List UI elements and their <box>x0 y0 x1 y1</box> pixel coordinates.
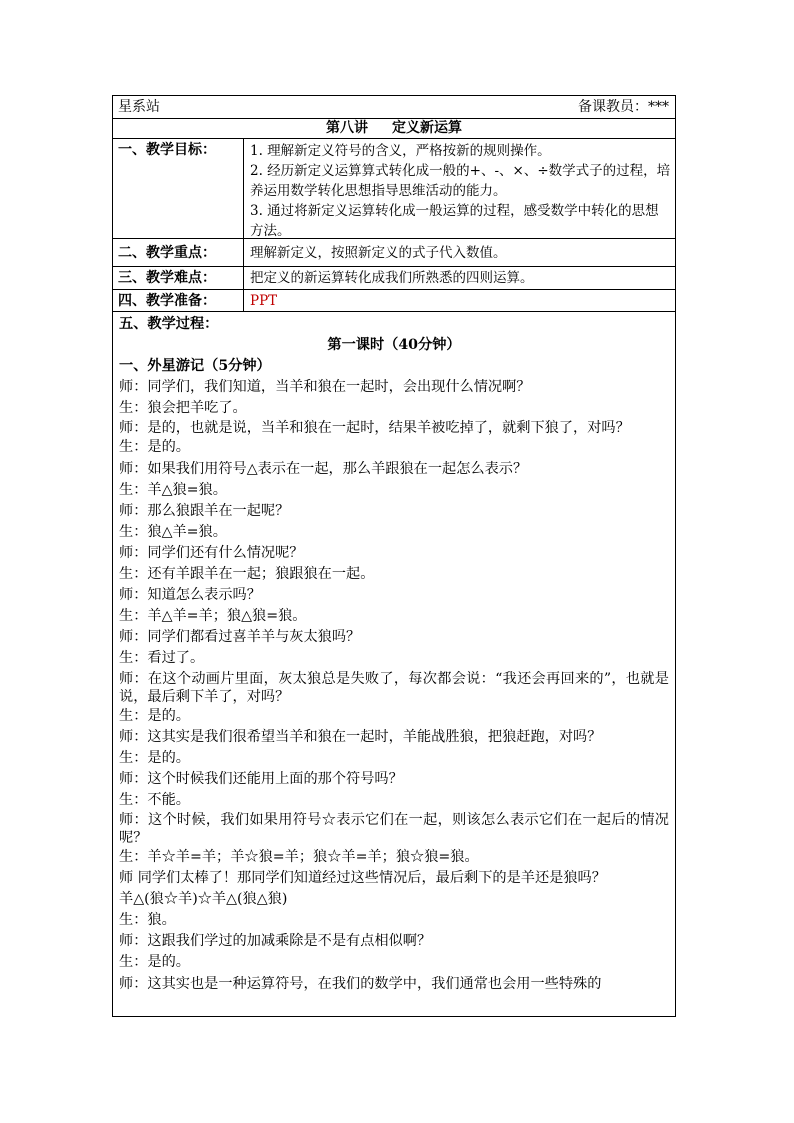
dialogue-line: 师：同学们还有什么情况呢？ <box>119 544 304 561</box>
dialogue-line: 师：这其实是我们很希望当羊和狼在一起时，羊能战胜狼，把狼赶跑，对吗？ <box>119 728 602 745</box>
process-section <box>113 314 675 995</box>
dialogue-line: 生：看过了。 <box>119 650 205 667</box>
lesson-plan-table <box>112 95 676 1017</box>
difficulties-row <box>113 267 675 290</box>
process-label: 五、教学过程： <box>119 316 219 332</box>
dialogue-line: 生：还有羊跟羊在一起；狼跟狼在一起。 <box>119 566 375 583</box>
key-points-label: 二、教学重点： <box>118 245 216 261</box>
header-row <box>113 96 675 119</box>
difficulties-value: 把定义的新运算转化成我们所熟悉的四则运算。 <box>243 267 675 289</box>
preparation-row <box>113 290 675 312</box>
dialogue-line: 师：同学们，我们知道，当羊和狼在一起时，会出现什么情况啊？ <box>119 379 531 396</box>
section-heading: 一、外星游记（5分钟） <box>119 358 271 375</box>
dialogue-line: 师：是的，也就是说，当羊和狼在一起时，结果羊被吃掉了，就剩下狼了，对吗？ <box>119 420 630 437</box>
title-row <box>113 119 675 139</box>
lecture-title: 定义新运算 <box>392 120 462 136</box>
teacher-label: 备课教员：*** <box>578 99 669 115</box>
key-points-value: 理解新定义，按照新定义的式子代入数值。 <box>243 239 675 266</box>
dialogue-line: 生：狼△羊=狼。 <box>119 523 227 540</box>
org-name: 星系站 <box>118 99 160 115</box>
goals-content <box>243 139 675 238</box>
dialogue-line: 师：这个时候，我们如果用符号☆表示它们在一起，则该怎么表示它们在一起后的情况呢？ <box>119 811 669 846</box>
lecture-number: 第八讲 <box>326 120 368 136</box>
lesson-heading: 第一课时（40分钟） <box>327 337 461 354</box>
dialogue-line: 师：这跟我们学过的加减乘除是不是有点相似啊？ <box>119 933 432 950</box>
goals-label: 一、教学目标： <box>118 142 216 158</box>
dialogue-line: 师：这个时候我们还能用上面的那个符号吗？ <box>119 770 403 787</box>
dialogue-line: 生：狼。 <box>119 912 176 929</box>
goal-item-3: 3. 通过将新定义运算转化成一般运算的过程，感受数学中转化的思想方法。 <box>250 203 659 238</box>
dialogue-line: 师：同学们都看过喜羊羊与灰太狼吗？ <box>119 629 361 646</box>
key-points-row <box>113 239 675 267</box>
goals-row <box>113 139 675 239</box>
preparation-label: 四、教学准备： <box>118 293 216 309</box>
dialogue-line: 师：在这个动画片里面，灰太狼总是失败了，每次都会说：“我还会再回来的”，也就是说，最后剩下羊了，对吗？ <box>119 670 669 705</box>
dialogue-line: 生：羊△狼=狼。 <box>119 481 227 498</box>
expression-line: 羊△(狼☆羊)☆羊△(狼△狼) <box>119 891 288 908</box>
dialogue-line: 生：羊☆羊=羊；羊☆狼=羊；狼☆羊=羊；狼☆狼=狼。 <box>119 848 479 865</box>
dialogue-line: 生：狼会把羊吃了。 <box>119 400 247 417</box>
dialogue-line: 生：羊△羊=羊；狼△狼=狼。 <box>119 608 307 625</box>
dialogue-line: 师：这其实也是一种运算符号，在我们的数学中，我们通常也会用一些特殊的 <box>119 975 602 992</box>
dialogue-line: 师：如果我们用符号△表示在一起，那么羊跟狼在一起怎么表示？ <box>119 460 528 477</box>
dialogue-line: 生：是的。 <box>119 749 190 766</box>
dialogue-line: 生：是的。 <box>119 954 190 971</box>
dialogue-line: 生：是的。 <box>119 707 190 724</box>
dialogue-line: 师 同学们太棒了！那同学们知道经过这些情况后，最后剩下的是羊还是狼吗？ <box>119 870 606 887</box>
dialogue-line: 生：不能。 <box>119 791 190 808</box>
goal-item-1: 1. 理解新定义符号的含义，严格按新的规则操作。 <box>250 143 551 159</box>
preparation-value: PPT <box>243 290 675 311</box>
dialogue-line: 生：是的。 <box>119 439 190 456</box>
difficulties-label: 三、教学难点： <box>118 270 216 286</box>
dialogue-line: 师：知道怎么表示吗？ <box>119 587 261 604</box>
dialogue-line: 师：那么狼跟羊在一起呢？ <box>119 502 290 519</box>
goal-item-2: 2. 经历新定义运算算式转化成一般的+、-、×、÷数学式子的过程，培养运用数学转化思想指导思维活动的能力。 <box>250 163 671 199</box>
